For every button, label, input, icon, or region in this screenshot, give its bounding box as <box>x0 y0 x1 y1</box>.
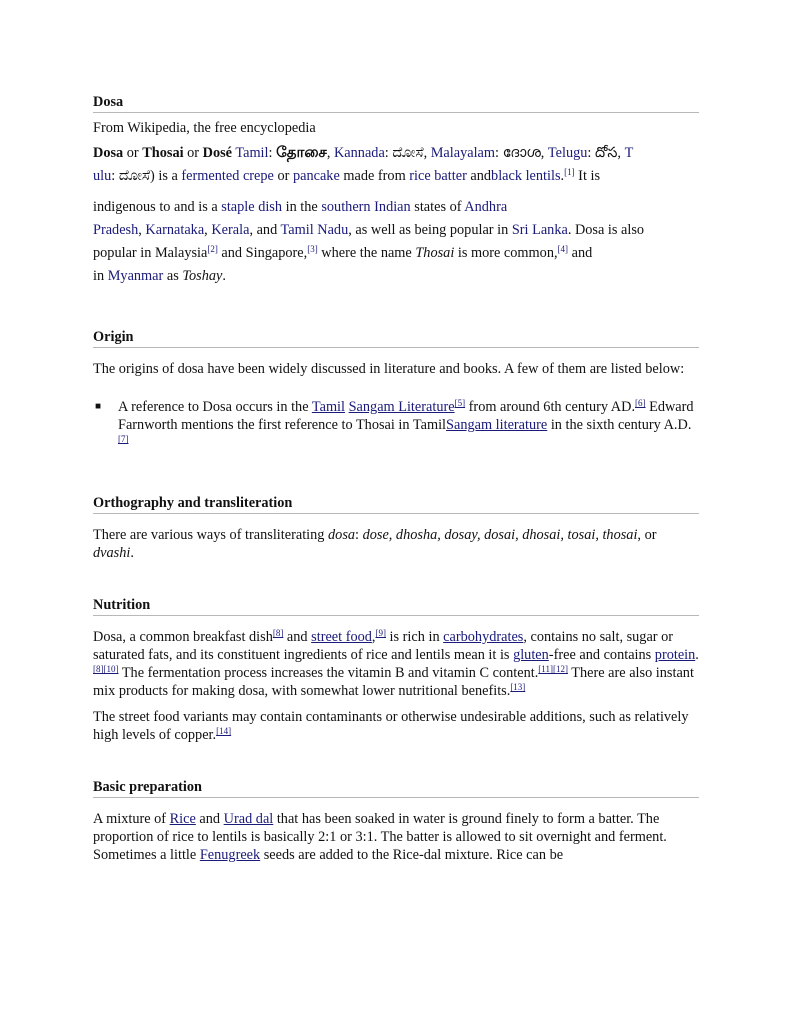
text: . <box>695 647 699 663</box>
telugu-script: దోస <box>594 145 618 161</box>
ref-7[interactable]: [7] <box>118 434 129 444</box>
link-fenugreek[interactable]: Fenugreek <box>199 847 261 863</box>
ref-13[interactable]: [13] <box>510 682 526 692</box>
ref-9[interactable]: [9] <box>375 628 386 638</box>
heading-basic-preparation: Basic preparation <box>93 778 699 798</box>
link-fermented-crepe[interactable]: fermented crepe <box>181 168 274 184</box>
text: is more common, <box>454 245 558 261</box>
link-tulu-part1[interactable]: T <box>624 145 634 161</box>
text: -free and contains <box>548 647 655 663</box>
text: and Singapore, <box>217 245 308 261</box>
text: : <box>355 527 363 543</box>
text: indigenous to and is a <box>93 199 222 215</box>
text: , contains no salt, sugar or saturated fats, and its constituent ingredients of rice and lentils mean it is <box>93 629 674 663</box>
link-tamil-nadu[interactable]: Tamil Nadu <box>280 222 349 238</box>
heading-nutrition: Nutrition <box>93 596 699 616</box>
link-southern-indian[interactable]: southern Indian <box>321 199 411 215</box>
term-dosa: Dosa <box>93 145 124 161</box>
text: . <box>130 545 134 561</box>
link-pradesh[interactable]: Pradesh <box>93 222 139 238</box>
term-dvashi: dvashi <box>93 545 131 561</box>
link-sangam-literature-2[interactable]: Sangam literature <box>446 417 548 433</box>
page-title: Dosa <box>93 93 699 113</box>
orthography-paragraph <box>93 526 699 562</box>
ref-2[interactable]: [2] <box>207 244 218 254</box>
text: It is <box>574 168 601 184</box>
heading-orthography: Orthography and transliteration <box>93 494 699 514</box>
link-tamil-2[interactable]: Tamil <box>311 399 346 415</box>
term-dose: Dosé <box>202 145 233 161</box>
text: . Dosa is also <box>567 222 645 238</box>
text: in the sixth century A.D. <box>547 417 692 433</box>
link-tamil[interactable]: Tamil <box>235 145 269 161</box>
text: and <box>195 811 224 827</box>
link-malayalam[interactable]: Malayalam <box>430 145 496 161</box>
text: , as well as being popular in <box>348 222 512 238</box>
term-toshay: Toshay <box>182 268 223 284</box>
text: and <box>283 629 312 645</box>
heading-origin: Origin <box>93 328 699 348</box>
text: , and <box>249 222 281 238</box>
text: made from <box>339 168 410 184</box>
text: or <box>123 145 143 161</box>
link-tulu-part2[interactable]: ulu <box>93 168 112 184</box>
text: or <box>183 145 203 161</box>
link-rice[interactable]: Rice <box>169 811 196 827</box>
tamil-script: தோசை <box>276 145 327 161</box>
ref-4[interactable]: [4] <box>557 244 569 254</box>
link-protein[interactable]: protein <box>654 647 696 663</box>
text: or <box>273 168 293 184</box>
bullet-icon: ■ <box>95 401 102 412</box>
ref-11-12[interactable]: [11][12] <box>538 664 568 674</box>
term-thosai-italic: Thosai <box>415 245 455 261</box>
kannada-script: ದೋಸೆ <box>392 145 424 161</box>
text: in <box>93 268 108 284</box>
text: ) is a <box>150 168 182 184</box>
ref-1[interactable]: [1] <box>564 167 575 177</box>
text: in the <box>282 199 322 215</box>
link-black-lentils[interactable]: black lentils <box>491 168 561 184</box>
link-andhra[interactable]: Andhra <box>464 199 508 215</box>
text: from around 6th century AD. <box>465 399 636 415</box>
text: is rich in <box>385 629 444 645</box>
text: states of <box>410 199 465 215</box>
text: A reference to Dosa occurs in the <box>118 399 312 415</box>
intro-paragraph: Dosa or Thosai or Dosé Tamil: தோசை, Kannada: ದೋಸೆ, Malayalam: ദോശ, Telugu: దోస, T ulu: ದೋಸೆ) is a fermented crepe or pancake made from rice batter andblack lentils.[1] It is <box>93 145 634 184</box>
link-rice-batter[interactable]: rice batter <box>409 168 467 184</box>
ref-8-10[interactable]: [8][10] <box>93 664 119 674</box>
origin-paragraph: The origins of dosa have been widely discussed in literature and books. A few of them are listed below: <box>93 361 685 377</box>
term-dosa-italic: dosa <box>328 527 356 543</box>
text: popular in Malaysia <box>93 245 208 261</box>
tulu-script: ದೋಸೆ <box>118 168 151 184</box>
link-sri-lanka[interactable]: Sri Lanka <box>511 222 568 238</box>
ref-6[interactable]: [6] <box>635 398 646 408</box>
text: that has been soaked in water is ground finely to form a batter. The proportion of rice to lentils is basically 2:1 or 3:1. The batter is allowed to sit overnight and ferment. Sometimes a little <box>93 811 667 863</box>
text: as <box>163 268 183 284</box>
link-urad-dal[interactable]: Urad dal <box>223 811 274 827</box>
ref-3[interactable]: [3] <box>307 244 318 254</box>
ref-5[interactable]: [5] <box>454 398 466 408</box>
link-carbohydrates[interactable]: carbohydrates <box>443 629 524 645</box>
link-myanmar[interactable]: Myanmar <box>107 268 164 284</box>
article <box>93 93 699 864</box>
link-kannada[interactable]: Kannada <box>333 145 385 161</box>
text: There are also instant mix products for making dosa, with somewhat lower nutritional benefits. <box>93 665 694 699</box>
transliteration-variants: dose, dhosha, dosay, dosai, dhosai, tosai, thosai <box>362 527 638 543</box>
term-thosai: Thosai <box>142 145 184 161</box>
text: and <box>466 168 492 184</box>
link-kerala[interactable]: Kerala <box>211 222 250 238</box>
text: where the name <box>317 245 416 261</box>
text: , or <box>637 527 657 543</box>
text: , <box>371 629 376 645</box>
link-street-food[interactable]: street food <box>311 629 372 645</box>
nutrition-paragraph-1 <box>93 628 699 700</box>
link-karnataka[interactable]: Karnataka <box>145 222 205 238</box>
link-gluten[interactable]: gluten <box>513 647 549 663</box>
from-line: From Wikipedia, the free encyclopedia <box>93 120 316 136</box>
text: A mixture of <box>93 811 170 827</box>
text: The street food variants may contain contaminants or otherwise undesirable additions, such as relatively high levels of copper. <box>93 709 689 743</box>
malayalam-script: ദോശ <box>502 145 541 161</box>
link-sangam-literature[interactable]: Sangam Literature <box>348 399 455 415</box>
text: The fermentation process increases the vitamin B and vitamin C content. <box>118 665 539 681</box>
link-telugu[interactable]: Telugu <box>547 145 588 161</box>
ref-8[interactable]: [8] <box>272 628 284 638</box>
intro-paragraph-cont: indigenous to and is a staple dish in the southern Indian states of Andhra Pradesh, Karnataka, Kerala, and Tamil Nadu, as well as being popular in Sri Lanka. Dosa is also popular in Malaysia[2] and Singapore,[3] where the name Thosai is more common,[4] and in Myanmar as Toshay. <box>93 199 645 284</box>
text: Dosa, a common breakfast dish <box>93 629 273 645</box>
text: and <box>568 245 593 261</box>
origin-bullet-item <box>93 398 699 452</box>
ref-14[interactable]: [14] <box>216 726 232 736</box>
text: There are various ways of transliterating <box>93 527 329 543</box>
text: seeds are added to the Rice-dal mixture. Rice can be <box>260 847 564 863</box>
nutrition-paragraph-2 <box>93 708 699 744</box>
text: . <box>222 268 226 284</box>
text: Edward Farnworth mentions the first reference to Thosai in Tamil <box>118 399 694 433</box>
link-pancake[interactable]: pancake <box>292 168 340 184</box>
link-staple-dish[interactable]: staple dish <box>221 199 283 215</box>
preparation-paragraph <box>93 810 699 864</box>
